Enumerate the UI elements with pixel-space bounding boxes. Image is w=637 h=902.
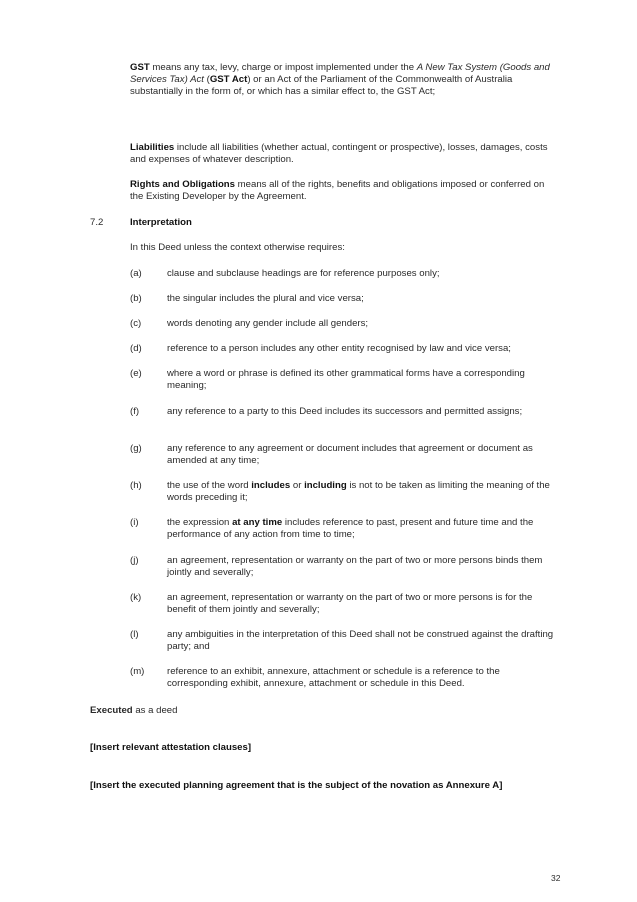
item-h-mid: or bbox=[290, 480, 305, 491]
section-intro: In this Deed unless the context otherwise requires: bbox=[130, 242, 345, 253]
list-item-text-h bbox=[167, 480, 563, 504]
liabilities-text: include all liabilities (whether actual, contingent or prospective), losses, damages, costs and expenses of whatever description. bbox=[130, 142, 548, 166]
list-item-label-d: (d) bbox=[130, 343, 142, 354]
list-item-label-j: (j) bbox=[130, 555, 139, 566]
definition-liabilities bbox=[130, 142, 550, 166]
page-number: 32 bbox=[551, 873, 561, 883]
list-item-label-f: (f) bbox=[130, 406, 140, 417]
list-item-label-h: (h) bbox=[130, 480, 142, 491]
term-liabilities: Liabilities bbox=[130, 142, 175, 153]
list-item-text-i bbox=[167, 517, 563, 541]
item-h-post: is not to be taken as limiting the meaning of the words preceding it; bbox=[167, 480, 550, 504]
list-item-text-k: an agreement, representation or warranty on the part of two or more persons is for the benefit of them jointly and severally; bbox=[167, 592, 533, 616]
list-item-label-l: (l) bbox=[130, 629, 139, 640]
section-number: 7.2 bbox=[90, 217, 104, 228]
list-item-text-g: any reference to any agreement or document includes that agreement or document as amended at any time; bbox=[167, 443, 533, 467]
term-gst-act: GST Act bbox=[209, 74, 248, 86]
attestation-note: [Insert relevant attestation clauses] bbox=[90, 742, 252, 753]
list-item-label-g: (g) bbox=[130, 443, 142, 454]
list-item-text-a: clause and subclause headings are for reference purposes only; bbox=[167, 268, 440, 279]
annexure-note: [Insert the executed planning agreement that is the subject of the novation as Annexure A] bbox=[90, 780, 503, 791]
list-item-label-a: (a) bbox=[130, 268, 142, 279]
list-item-text-d: reference to a person includes any other entity recognised by law and vice versa; bbox=[167, 343, 511, 354]
term-gst: GST bbox=[130, 62, 150, 73]
list-item-label-i: (i) bbox=[130, 517, 139, 528]
list-item-text-j: an agreement, representation or warranty on the part of two or more persons binds them jointly and severally; bbox=[167, 555, 543, 579]
list-item-label-b: (b) bbox=[130, 293, 142, 304]
gst-act-title: A New Tax System (Goods and Services Tax) Act bbox=[130, 62, 550, 86]
executed-text: as a deed bbox=[132, 705, 178, 716]
list-item-label-e: (e) bbox=[130, 368, 142, 379]
list-item-label-c: (c) bbox=[130, 318, 142, 329]
item-h-pre: the use of the word bbox=[167, 480, 252, 491]
gst-text-1: means any tax, levy, charge or impost implemented under the bbox=[149, 62, 417, 73]
section-title: Interpretation bbox=[130, 217, 192, 228]
list-item-label-m: (m) bbox=[130, 666, 145, 677]
item-i-bold: at any time bbox=[232, 517, 283, 528]
item-i-pre: the expression bbox=[167, 517, 233, 528]
item-h-bold-includes: includes bbox=[251, 480, 291, 491]
list-item-text-c: words denoting any gender include all genders; bbox=[167, 318, 369, 329]
term-rights: Rights and Obligations bbox=[130, 179, 235, 190]
rights-text: means all of the rights, benefits and obligations imposed or conferred on the Existing Developer by the Agreement. bbox=[130, 179, 545, 203]
list-item-label-k: (k) bbox=[130, 592, 142, 603]
executed-bold: Executed bbox=[90, 705, 133, 716]
list-item-text-l: any ambiguities in the interpretation of this Deed shall not be construed against the drafting party; and bbox=[167, 629, 554, 653]
executed-line bbox=[90, 705, 560, 717]
gst-text-2: ( bbox=[203, 74, 210, 86]
gst-text-3: ) or an Act of the Parliament of the Commonwealth of Australia substantially in the form of, or which has a similar effect to, the GST Act; bbox=[130, 74, 513, 98]
list-item-text-f: any reference to a party to this Deed includes its successors and permitted assigns; bbox=[167, 406, 523, 417]
definition-rights bbox=[130, 179, 550, 203]
item-i-post: includes reference to past, present and future time and the performance of any action from time to time; bbox=[167, 517, 534, 541]
item-h-bold-including: including bbox=[304, 480, 347, 491]
definition-gst bbox=[130, 62, 550, 99]
list-item-text-e: where a word or phrase is defined its other grammatical forms have a corresponding meaning; bbox=[167, 368, 525, 392]
list-item-text-m: reference to an exhibit, annexure, attachment or schedule is a reference to the corresponding exhibit, annexure, attachment or schedule in this Deed. bbox=[167, 666, 500, 690]
list-item-text-b: the singular includes the plural and vice versa; bbox=[167, 293, 364, 304]
